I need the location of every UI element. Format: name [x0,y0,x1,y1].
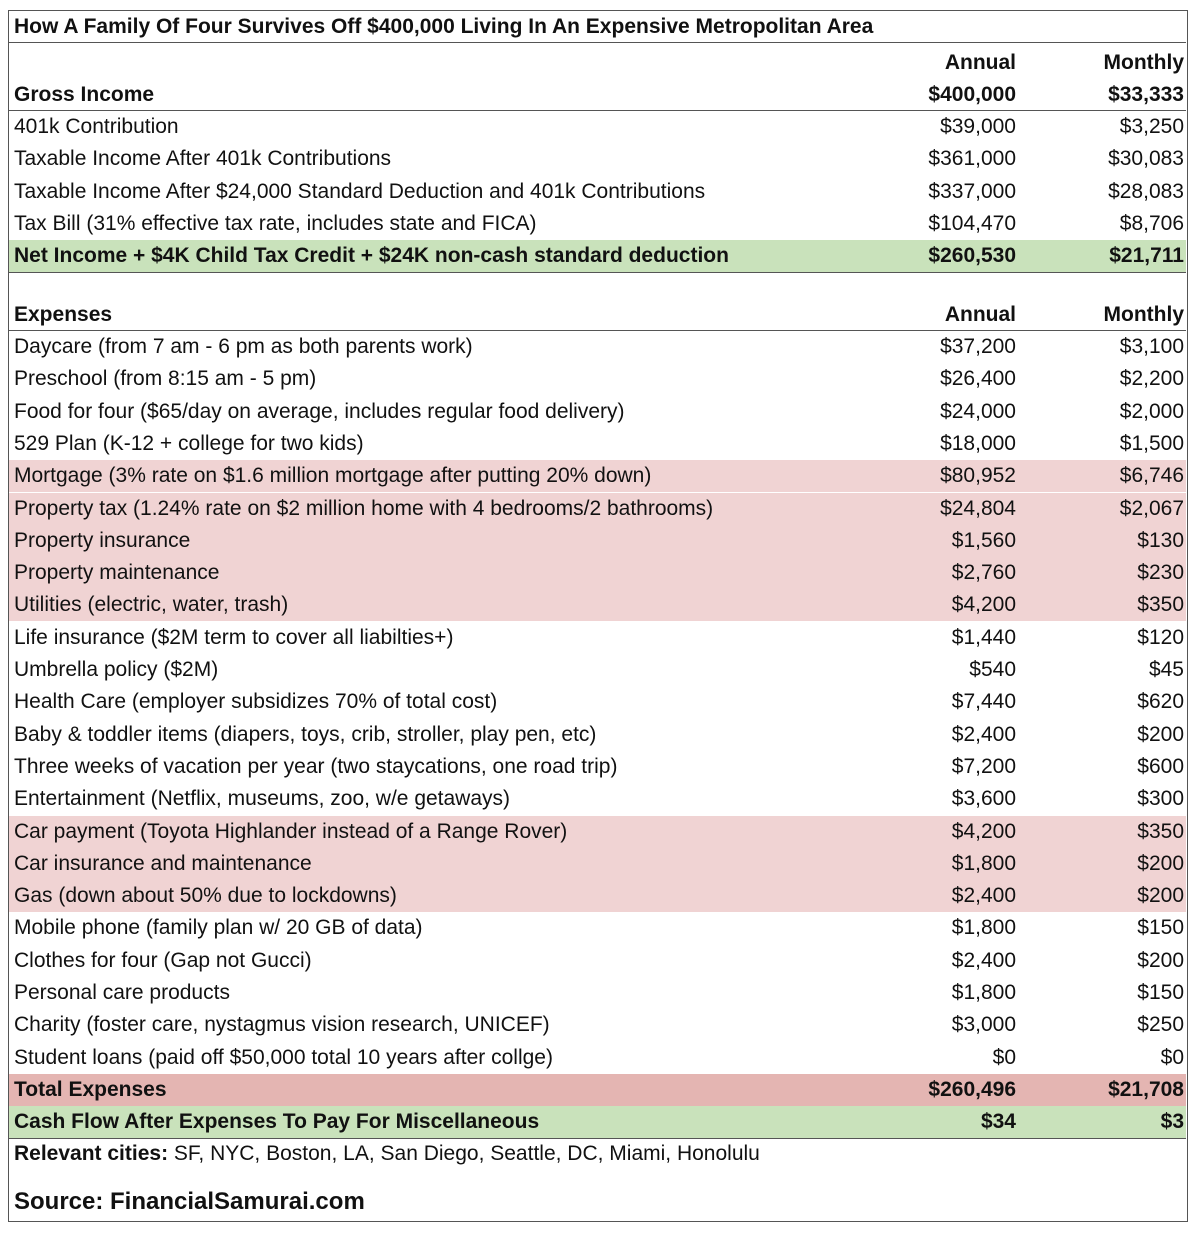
income-row [9,111,1186,143]
income-row [9,208,1186,240]
expense-row-annual: $7,200 [951,754,1016,778]
expense-row-annual: $1,800 [951,916,1016,940]
expense-row-monthly: $2,200 [1119,367,1184,391]
budget-table [8,10,1188,1222]
expense-row-label: Property insurance [14,528,191,552]
expense-row-annual: $2,400 [951,948,1016,972]
income-row-monthly: $8,706 [1119,211,1184,235]
expenses-header-row [9,299,1186,331]
expense-row-label: Life insurance ($2M term to cover all liabilties+) [14,625,454,649]
expense-row-label: Mortgage (3% rate on $1.6 million mortgage after putting 20% down) [14,464,652,488]
gross-income-row [9,79,1186,111]
expense-row-annual: $2,400 [951,884,1016,908]
expense-row [9,783,1186,815]
expense-row-label: Utilities (electric, water, trash) [14,593,289,617]
expense-row-annual: $26,400 [940,367,1016,391]
expense-row-monthly: $150 [1137,916,1184,940]
expense-row-label: Mobile phone (family plan w/ 20 GB of data) [14,916,423,940]
expense-row-monthly: $2,067 [1119,496,1184,520]
expense-row-monthly: $130 [1137,528,1184,552]
net-income-row [9,240,1186,273]
expense-row-label: Food for four ($65/day on average, includes regular food delivery) [14,399,625,423]
expenses-annual-header: Annual [944,303,1016,326]
income-row-monthly: $3,250 [1119,115,1184,138]
expense-row-annual: $24,000 [940,399,1016,423]
expense-row-monthly: $200 [1137,722,1184,746]
expense-row-label: Health Care (employer subsidizes 70% of total cost) [14,690,498,714]
expense-row-monthly: $0 [1160,1045,1184,1069]
income-row-monthly: $30,083 [1108,147,1184,171]
expense-row-label: Baby & toddler items (diapers, toys, crib, stroller, play pen, etc) [14,722,597,746]
expense-row [9,331,1186,363]
expense-row-label: Gas (down about 50% due to lockdowns) [14,884,397,908]
expense-row-monthly: $350 [1137,593,1184,617]
income-monthly-header: Monthly [1103,51,1184,74]
expense-row-annual: $540 [969,658,1016,681]
expense-row-annual: $1,440 [951,625,1016,649]
expenses-header-label: Expenses [14,303,113,326]
expense-row-monthly: $350 [1137,819,1184,843]
expense-row-annual: $18,000 [940,431,1016,455]
gross-income-annual: $400,000 [928,83,1016,106]
expense-row-label: Personal care products [14,981,230,1004]
expense-row-annual: $37,200 [940,335,1016,358]
expense-row-monthly: $3,100 [1119,335,1184,358]
expense-row-label: Car insurance and maintenance [14,851,312,875]
expense-row-annual: $3,600 [951,787,1016,811]
expense-row-monthly: $620 [1137,690,1184,714]
expense-row [9,460,1186,492]
expense-row [9,816,1186,848]
expense-row [9,622,1186,654]
income-row-annual: $39,000 [940,115,1016,138]
expense-row-monthly: $300 [1137,787,1184,811]
expense-row-annual: $4,200 [951,819,1016,843]
expense-row [9,686,1186,718]
expense-row [9,396,1186,428]
income-column-headers [9,47,1186,79]
expense-row-monthly: $600 [1137,754,1184,778]
expense-row-monthly: $6,746 [1119,464,1184,488]
total-expenses-monthly: $21,708 [1108,1078,1184,1101]
expense-row [9,525,1186,557]
expense-row [9,363,1186,395]
expense-row-monthly: $150 [1137,981,1184,1004]
expense-row-annual: $3,000 [951,1013,1016,1037]
expenses-monthly-header: Monthly [1103,303,1184,326]
expense-row-label: Entertainment (Netflix, museums, zoo, w/e getaways) [14,787,511,811]
expense-row-annual: $1,800 [951,851,1016,875]
expense-row-monthly: $120 [1137,625,1184,649]
income-row-monthly: $28,083 [1108,179,1184,203]
expense-row [9,654,1186,686]
cash-flow-row [9,1106,1186,1139]
net-income-annual: $260,530 [928,244,1016,267]
expense-row [9,880,1186,912]
income-row-label: 401k Contribution [14,115,179,138]
expense-row [9,557,1186,589]
income-row [9,143,1186,175]
expense-row-annual: $2,400 [951,722,1016,746]
source-credit: Source: FinancialSamurai.com [14,1188,365,1215]
expense-row [9,493,1186,525]
expense-row-label: Property tax (1.24% rate on $2 million home with 4 bedrooms/2 bathrooms) [14,496,714,520]
expense-row-label: Umbrella policy ($2M) [14,658,219,681]
income-row-annual: $337,000 [928,179,1016,203]
expense-row-annual: $24,804 [940,496,1016,520]
expense-row-label: Charity (foster care, nystagmus vision research, UNICEF) [14,1013,550,1037]
expense-row-label: Student loans (paid off $50,000 total 10 years after collge) [14,1045,553,1069]
expense-row-label: Daycare (from 7 am - 6 pm as both parents work) [14,335,473,358]
total-expenses-label: Total Expenses [14,1078,167,1101]
expense-row-annual: $4,200 [951,593,1016,617]
income-row-label: Taxable Income After $24,000 Standard Deduction and 401k Contributions [14,179,706,203]
expense-row-label: Car payment (Toyota Highlander instead of a Range Rover) [14,819,568,843]
expense-row-monthly: $230 [1137,561,1184,585]
expense-row [9,751,1186,783]
expense-row [9,719,1186,751]
expense-row-monthly: $200 [1137,884,1184,908]
income-row-label: Tax Bill (31% effective tax rate, includes state and FICA) [14,211,537,235]
expense-row-monthly: $2,000 [1119,399,1184,423]
income-row-annual: $104,470 [928,211,1016,235]
relevant-cities-label: Relevant cities: [14,1142,169,1165]
total-expenses-annual: $260,496 [928,1078,1016,1101]
expense-row-annual: $1,560 [951,528,1016,552]
income-row [9,176,1186,208]
expense-row-monthly: $200 [1137,851,1184,875]
net-income-label: Net Income + $4K Child Tax Credit + $24K non-cash standard deduction [14,244,729,267]
total-expenses-row [9,1074,1186,1106]
expense-row-monthly: $1,500 [1119,431,1184,455]
expense-row-label: Three weeks of vacation per year (two staycations, one road trip) [14,754,618,778]
income-row-annual: $361,000 [928,147,1016,171]
expense-row-annual: $1,800 [951,981,1016,1004]
expense-row-monthly: $45 [1148,658,1184,681]
expense-row [9,1042,1186,1074]
expense-row-label: Property maintenance [14,561,220,585]
net-income-monthly: $21,711 [1109,244,1184,267]
expense-row-label: 529 Plan (K-12 + college for two kids) [14,431,364,455]
expense-row-label: Preschool (from 8:15 am - 5 pm) [14,367,317,391]
expense-row [9,428,1186,460]
cash-flow-monthly: $3 [1160,1110,1184,1133]
expense-row-monthly: $200 [1137,948,1184,972]
expense-row [9,589,1186,621]
gross-income-label: Gross Income [14,83,155,106]
expense-row [9,945,1186,977]
gross-income-monthly: $33,333 [1108,83,1184,106]
cash-flow-annual: $34 [980,1110,1016,1133]
income-row-label: Taxable Income After 401k Contributions [14,147,392,171]
relevant-cities-list: SF, NYC, Boston, LA, San Diego, Seattle, DC, Miami, Honolulu [173,1142,760,1165]
expense-row [9,912,1186,944]
expense-row-label: Clothes for four (Gap not Gucci) [14,948,312,972]
expense-row-annual: $7,440 [951,690,1016,714]
table-title: How A Family Of Four Survives Off $400,000 Living In An Expensive Metropolitan Area [14,15,874,38]
relevant-cities-note [14,1142,760,1166]
expense-row-annual: $2,760 [951,561,1016,585]
expense-row-annual: $0 [992,1045,1016,1069]
income-annual-header: Annual [944,51,1016,74]
cash-flow-label: Cash Flow After Expenses To Pay For Miscellaneous [14,1110,540,1133]
expense-row-annual: $80,952 [940,464,1016,488]
table-title-row [9,11,1186,43]
expense-row [9,848,1186,880]
expense-row-monthly: $250 [1137,1013,1184,1037]
expense-row [9,977,1186,1009]
expense-row [9,1009,1186,1041]
